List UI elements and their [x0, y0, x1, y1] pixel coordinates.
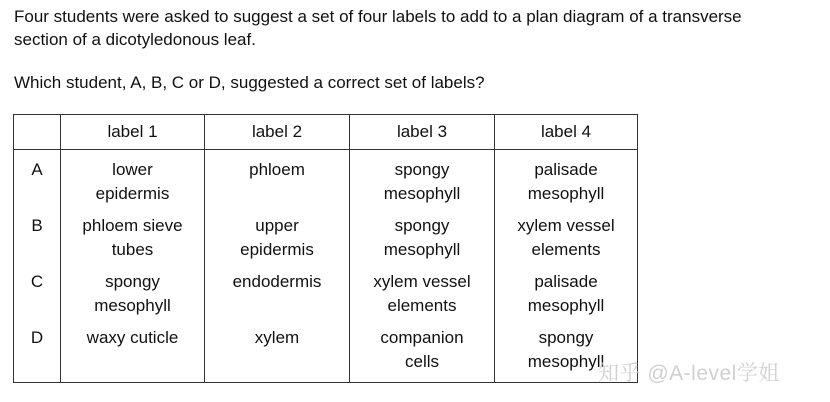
question-text-line-2: section of a dicotyledonous leaf. — [14, 30, 256, 49]
header-cell-label-4: label 4 — [495, 115, 638, 150]
row-id: D — [14, 320, 61, 383]
row-id: B — [14, 208, 61, 264]
table-row — [14, 150, 638, 209]
table-cell: spongy mesophyll — [495, 320, 638, 383]
table-cell: palisade mesophyll — [495, 264, 638, 320]
table-cell: spongy mesophyll — [350, 150, 495, 209]
header-cell-label-2: label 2 — [205, 115, 350, 150]
row-id: C — [14, 264, 61, 320]
header-cell-student — [14, 115, 61, 150]
header-cell-label-3: label 3 — [350, 115, 495, 150]
table-cell: waxy cuticle — [61, 320, 205, 383]
header-cell-label-1: label 1 — [61, 115, 205, 150]
table-cell: lower epidermis — [61, 150, 205, 209]
table-header-row — [14, 115, 638, 150]
table-cell: xylem vessel elements — [350, 264, 495, 320]
table-row — [14, 208, 638, 264]
question-prompt: Which student, A, B, C or D, suggested a correct set of labels? — [14, 73, 485, 92]
table-row — [14, 320, 638, 383]
labels-table — [13, 114, 638, 383]
table-cell: phloem sieve tubes — [61, 208, 205, 264]
table-cell: phloem — [205, 150, 350, 209]
watermark: 知乎 @A-level学姐 — [598, 362, 780, 385]
table-cell: xylem — [205, 320, 350, 383]
table-cell: endodermis — [205, 264, 350, 320]
table-cell: palisade mesophyll — [495, 150, 638, 209]
table-cell: xylem vessel elements — [495, 208, 638, 264]
table-cell: spongy mesophyll — [350, 208, 495, 264]
table-row — [14, 264, 638, 320]
table-cell: companion cells — [350, 320, 495, 383]
question-text-line-1: Four students were asked to suggest a set of four labels to add to a plan diagram of a transverse — [14, 7, 742, 26]
table-cell: upper epidermis — [205, 208, 350, 264]
table-cell: spongy mesophyll — [61, 264, 205, 320]
row-id: A — [14, 150, 61, 209]
